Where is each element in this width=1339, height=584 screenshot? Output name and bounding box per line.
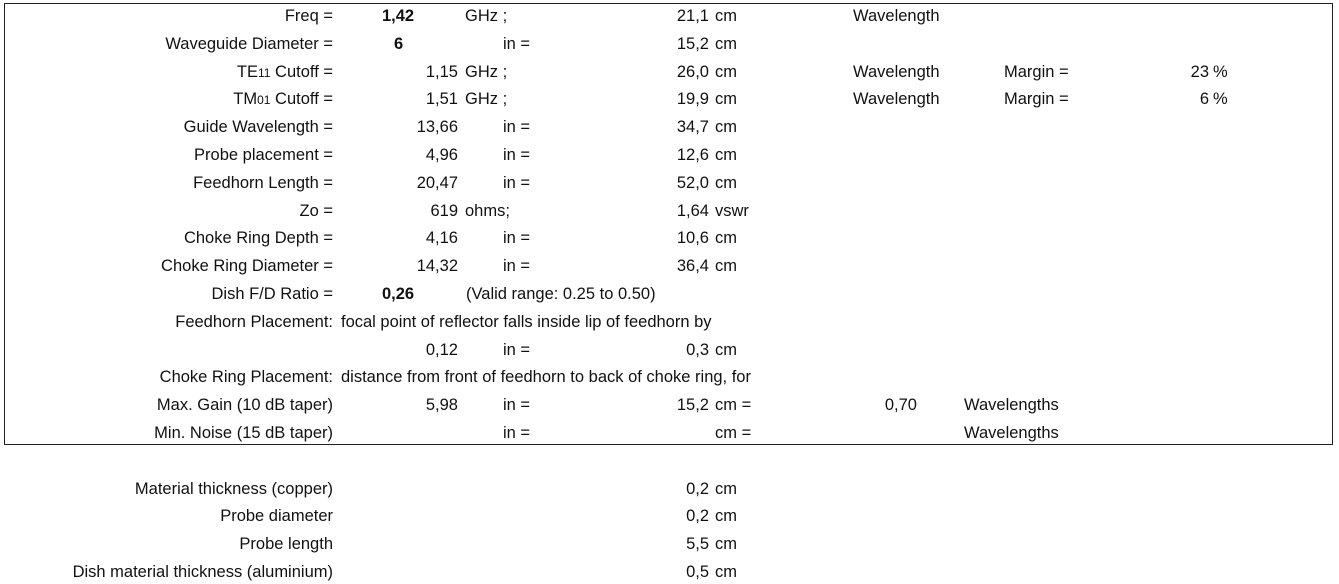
unit-cm: vswr: [715, 201, 749, 220]
unit-cm: cm: [715, 340, 737, 359]
value-cm: 0,2: [686, 507, 709, 526]
row-label-prefix: TE: [236, 62, 258, 81]
wavelength-label: Wavelength: [853, 62, 940, 81]
unit-cm: cm: [715, 479, 737, 498]
value-cm: 12,6: [676, 146, 709, 164]
unit-in: in =: [503, 396, 531, 415]
value-in: 5,98: [425, 396, 458, 415]
row-label: Waveguide Diameter =: [165, 34, 333, 53]
unit-in: in =: [503, 229, 531, 248]
row-label: Probe placement =: [194, 146, 333, 164]
unit-cm: cm: [715, 62, 737, 81]
unit-cm: cm: [715, 173, 737, 192]
row-label: Guide Wavelength =: [183, 118, 333, 137]
unit-in: in =: [503, 34, 531, 53]
row-label: Dish material thickness (aluminium): [72, 563, 333, 581]
value-cm: 52,0: [676, 173, 709, 192]
placement-description: focal point of reflector falls inside lip of feedhorn by: [341, 312, 712, 331]
row-label: Probe length: [239, 535, 333, 554]
row-label: Choke Ring Diameter =: [161, 257, 333, 276]
row-label: Zo =: [299, 201, 333, 220]
placement-description: distance from front of feedhorn to back of choke ring, for: [341, 368, 751, 387]
row-label-suffix: Cutoff =: [270, 62, 333, 81]
row-label: Material thickness (copper): [134, 479, 333, 498]
value-cm: 15,2: [676, 34, 709, 53]
unit-cm: cm: [715, 118, 737, 137]
wavelength-label: Wavelength: [853, 7, 940, 25]
unit-in: in =: [503, 146, 531, 164]
wavelengths-label: Wavelengths: [964, 396, 1059, 415]
value-cm: 10,6: [676, 229, 709, 248]
value-in: 14,32: [416, 257, 458, 276]
row-label: Min. Noise (15 dB taper): [154, 424, 333, 442]
value-in: 6: [394, 34, 404, 53]
unit-in: in =: [503, 340, 531, 359]
unit-in: GHz ;: [465, 90, 508, 109]
value-cm: 15,2: [676, 396, 709, 415]
row-label: [237, 62, 333, 83]
row-label-subscript: 01: [257, 93, 271, 108]
wavelengths-label: Wavelengths: [964, 424, 1059, 442]
unit-in: ohms;: [465, 201, 510, 220]
row-label: Choke Ring Depth =: [183, 229, 333, 248]
value-in: 0,12: [425, 340, 458, 359]
value-in: 20,47: [416, 173, 458, 192]
unit-cm: cm: [715, 257, 737, 276]
margin-value: 23: [1190, 62, 1209, 81]
row-label-prefix: TM: [233, 90, 258, 109]
wavelength-label: Wavelength: [853, 90, 940, 109]
value-cm: 1,64: [676, 201, 709, 220]
unit-cm: cm =: [715, 424, 752, 442]
value-cm: 36,4: [676, 257, 709, 276]
unit-cm: cm: [715, 7, 737, 25]
margin-label: Margin =: [1004, 62, 1069, 81]
unit-in: in =: [503, 424, 531, 442]
row-label: Max. Gain (10 dB taper): [156, 396, 333, 415]
value-cm: 0,5: [686, 563, 709, 581]
row-label: Choke Ring Placement:: [159, 368, 333, 387]
value-in: 619: [430, 201, 458, 220]
percent-sign: %: [1213, 62, 1228, 81]
unit-in: GHz ;: [465, 62, 508, 81]
value-in: 13,66: [416, 118, 458, 137]
percent-sign: %: [1213, 90, 1228, 109]
unit-in: in =: [503, 257, 531, 276]
unit-cm: cm =: [715, 396, 752, 415]
row-label: Feedhorn Length =: [193, 173, 333, 192]
value-in: 4,96: [425, 146, 458, 164]
unit-cm: cm: [715, 146, 737, 164]
value-cm: 34,7: [676, 118, 709, 137]
unit-cm: cm: [715, 507, 737, 526]
unit-cm: cm: [715, 90, 737, 109]
row-label: Dish F/D Ratio =: [211, 285, 333, 303]
row-label-suffix: Cutoff =: [270, 90, 333, 109]
row-label-subscript: 11: [258, 65, 271, 80]
row-label: [233, 89, 333, 110]
value-in: 0,26: [382, 285, 415, 303]
row-label: Probe diameter: [220, 507, 333, 526]
unit-cm: cm: [715, 229, 737, 248]
row-label: Freq =: [284, 7, 333, 25]
value-cm: 21,1: [676, 7, 709, 25]
value-in: 1,42: [382, 7, 415, 25]
value-cm: 19,9: [676, 90, 709, 109]
valid-range-note: (Valid range: 0.25 to 0.50): [466, 285, 656, 303]
value-in: 1,51: [425, 90, 458, 109]
wavelengths-value: 0,70: [884, 396, 917, 415]
unit-in: in =: [503, 173, 531, 192]
value-cm: 0,2: [686, 479, 709, 498]
unit-in: GHz ;: [465, 7, 508, 25]
unit-in: in =: [503, 118, 531, 137]
value-in: 4,16: [425, 229, 458, 248]
margin-value: 6: [1199, 90, 1209, 109]
unit-cm: cm: [715, 563, 737, 581]
unit-cm: cm: [715, 34, 737, 53]
value-in: 1,15: [425, 62, 458, 81]
row-label: Feedhorn Placement:: [175, 312, 333, 331]
value-cm: 26,0: [676, 62, 709, 81]
margin-label: Margin =: [1004, 90, 1069, 109]
value-cm: 0,3: [686, 340, 709, 359]
unit-cm: cm: [715, 535, 737, 554]
value-cm: 5,5: [686, 535, 709, 554]
